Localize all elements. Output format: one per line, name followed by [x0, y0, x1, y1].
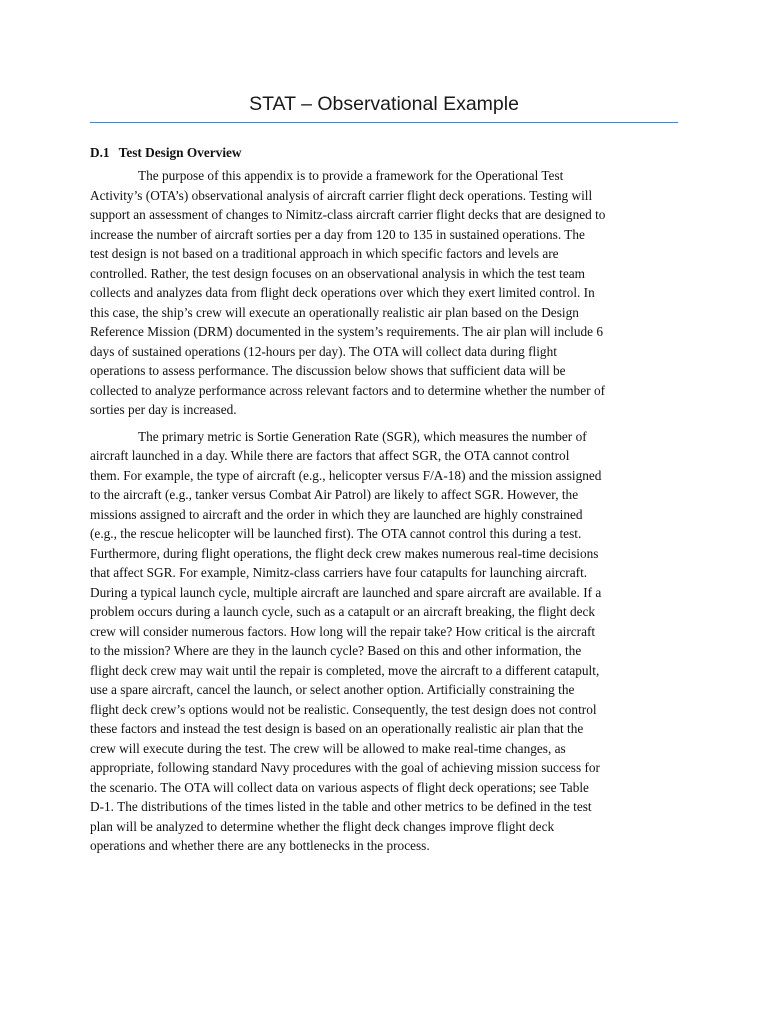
paragraph-line: aircraft launched in a day. While there are factors that affect SGR, the OTA cannot control	[90, 448, 570, 463]
paragraph-line: these factors and instead the test design is based on an operationally realistic air plan that the	[90, 721, 584, 736]
paragraph-line: appropriate, following standard Navy procedures with the goal of achieving mission success for	[90, 760, 600, 775]
paragraph-line: operations to assess performance. The discussion below shows that sufficient data will be	[90, 363, 566, 378]
paragraph-line: The primary metric is Sortie Generation Rate (SGR), which measures the number of	[138, 428, 587, 444]
paragraph-line: them. For example, the type of aircraft (e.g., helicopter versus F/A-18) and the mission assigned	[90, 467, 602, 483]
paragraph-line: Activity’s (OTA’s) observational analysis of aircraft carrier flight deck operations. Testing will	[90, 187, 593, 203]
paragraph-line: flight deck crew may wait until the repair is completed, move the aircraft to a different catapult,	[90, 662, 600, 678]
paragraph-line: Furthermore, during flight operations, the flight deck crew makes numerous real-time decisions	[90, 545, 599, 561]
paragraph-line: collected to analyze performance across relevant factors and to determine whether the number of	[90, 382, 606, 398]
title-divider	[90, 122, 678, 123]
paragraph-line: crew will consider numerous factors. How long will the repair take? How critical is the aircraft	[90, 623, 596, 639]
paragraph-line: (e.g., the rescue helicopter will be launched first). The OTA cannot control this during a test.	[90, 526, 582, 541]
paragraph-line: sorties per day is increased.	[90, 402, 237, 417]
body-paragraph	[90, 427, 678, 856]
section-heading	[90, 143, 678, 163]
paragraph-line: Reference Mission (DRM) documented in the system’s requirements. The air plan will include 6	[90, 324, 604, 339]
body-paragraph	[90, 166, 678, 420]
paragraph-line: flight deck crew’s options would not be realistic. Consequently, the test design does not control	[90, 701, 597, 717]
paragraph-line: missions assigned to aircraft and the order in which they are launched are highly constrained	[90, 506, 583, 522]
paragraph-line: the scenario. The OTA will collect data on various aspects of flight deck operations; see Table	[90, 779, 589, 795]
paragraph-line: plan will be analyzed to determine whether the flight deck changes improve flight deck	[90, 818, 555, 834]
paragraph-line: increase the number of aircraft sorties per a day from 120 to 135 in sustained operations. The	[90, 226, 585, 242]
paragraph-line: to the aircraft (e.g., tanker versus Combat Air Patrol) are likely to affect SGR. However, the	[90, 487, 579, 502]
document-body	[90, 143, 678, 863]
page-title: STAT – Observational Example	[249, 93, 519, 115]
paragraph-line: support an assessment of changes to Nimitz-class aircraft carrier flight decks that are designed to	[90, 207, 606, 222]
paragraph-line: use a spare aircraft, cancel the launch, or select another option. Artificially constraining the	[90, 682, 575, 697]
paragraph-line: test design is not based on a traditional approach in which specific factors and levels are	[90, 246, 559, 261]
paragraph-line: that affect SGR. For example, Nimitz-class carriers have four catapults for launching aircraft.	[90, 565, 588, 580]
paragraph-line: controlled. Rather, the test design focuses on an observational analysis in which the test team	[90, 265, 586, 281]
section-title: Test Design Overview	[118, 145, 242, 160]
section-number: D.1	[90, 145, 110, 160]
paragraph-line: The purpose of this appendix is to provide a framework for the Operational Test	[138, 168, 564, 183]
paragraph-line: crew will execute during the test. The crew will be allowed to make real-time changes, as	[90, 740, 566, 756]
paragraph-list	[90, 166, 678, 856]
paragraph-line: this case, the ship’s crew will execute an operationally realistic air plan based on the Design	[90, 304, 579, 320]
paragraph-line: D-1. The distributions of the times listed in the table and other metrics to be defined in the test	[90, 799, 592, 814]
paragraph-line: collects and analyzes data from flight deck operations over which they exert limited control. In	[90, 285, 595, 300]
paragraph-line: days of sustained operations (12-hours per day). The OTA will collect data during flight	[90, 343, 557, 359]
paragraph-line: to the mission? Where are they in the launch cycle? Based on this and other information, the	[90, 643, 582, 658]
paragraph-line: operations and whether there are any bottlenecks in the process.	[90, 838, 430, 853]
paragraph-line: During a typical launch cycle, multiple aircraft are launched and spare aircraft are available. If a	[90, 584, 602, 600]
paragraph-line: problem occurs during a launch cycle, such as a catapult or an aircraft breaking, the flight deck	[90, 604, 596, 619]
